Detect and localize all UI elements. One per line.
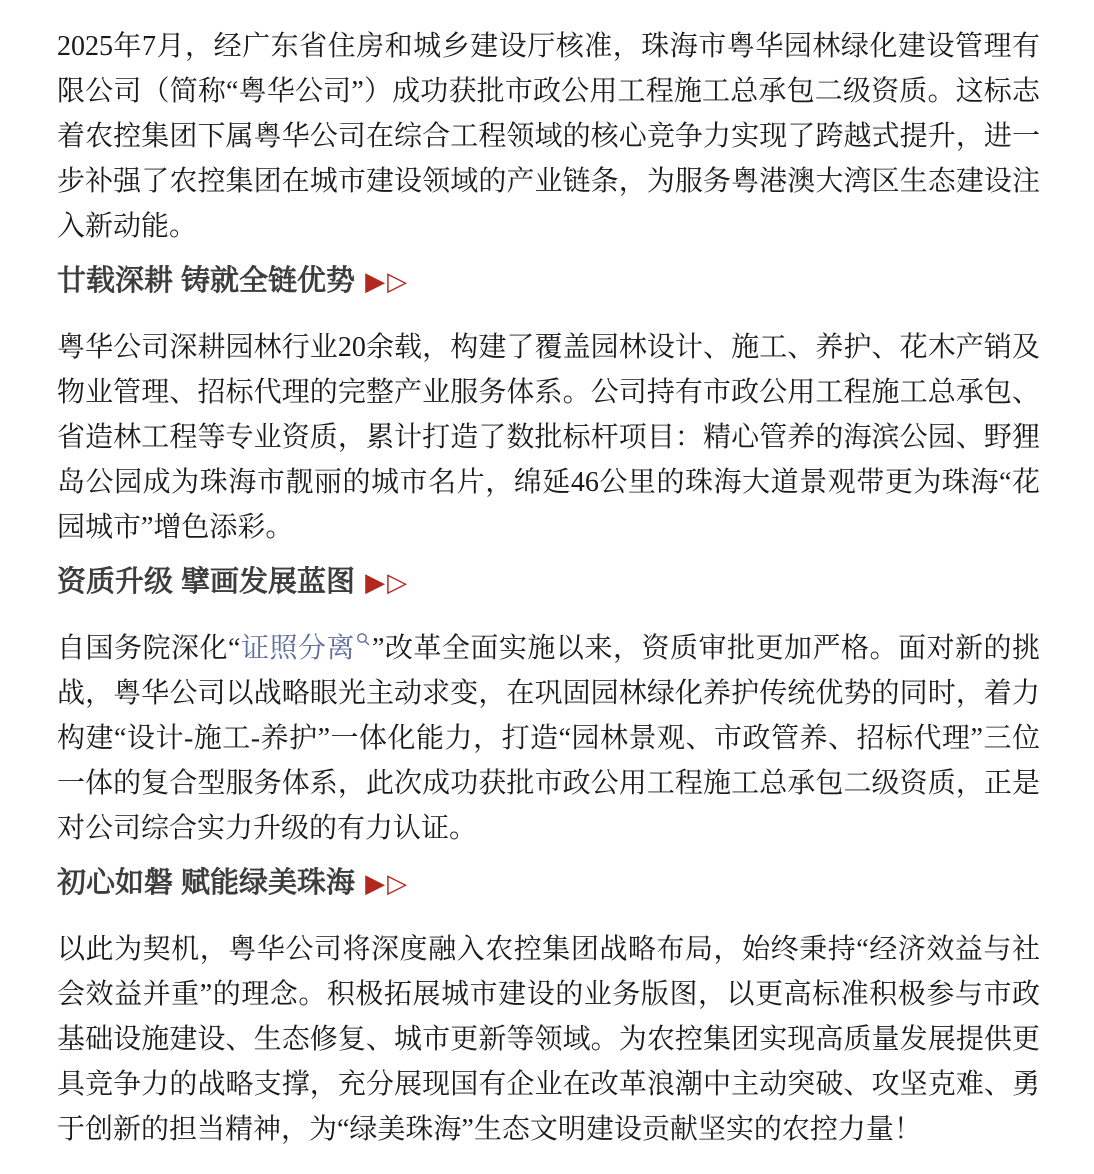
search-icon[interactable] — [356, 632, 371, 647]
section-heading-3 — [57, 867, 1040, 899]
section-heading-1-text: 廿载深耕 铸就全链优势 — [57, 265, 356, 297]
section-2-text-before-link: 自国务院深化“ — [57, 633, 241, 664]
entity-link-text[interactable]: 证照分离 — [240, 633, 355, 664]
arrow-solid-icon: ▶ — [365, 568, 388, 598]
arrow-outline-icon: ▷ — [387, 267, 410, 297]
heading-arrows — [365, 871, 409, 897]
heading-arrows — [365, 269, 409, 295]
heading-arrows — [365, 570, 409, 596]
section-2-paragraph — [57, 626, 1040, 851]
section-heading-1 — [57, 265, 1040, 297]
section-1-paragraph: 粤华公司深耕园林行业20余载，构建了覆盖园林设计、施工、养护、花木产销及物业管理、招标代理的完整产业服务体系。公司持有市政公用工程施工总承包、省造林工程等专业资质，累计打造了数批标杆项目：精心管养的海滨公园、野狸岛公园成为珠海市靓丽的城市名片，绵延46公里的珠海大道景观带更为珠海“花园城市”增色添彩。 — [57, 332, 1040, 543]
section-3-paragraph: 以此为契机，粤华公司将深度融入农控集团战略布局，始终秉持“经济效益与社会效益并重”的理念。积极拓展城市建设的业务版图，以更高标准积极参与市政基础设施建设、生态修复、城市更新等领域。为农控集团实现高质量发展提供更具竞争力的战略支撑，充分展现国有企业在改革浪潮中主动突破、攻坚克难、勇于创新的担当精神，为“绿美珠海”生态文明建设贡献坚实的农控力量！ — [57, 934, 1040, 1145]
article-body — [57, 24, 1040, 1152]
intro-paragraph: 2025年7月，经广东省住房和城乡建设厅核准，珠海市粤华园林绿化建设管理有限公司（简称“粤华公司”）成功获批市政公用工程施工总承包二级资质。这标志着农控集团下属粤华公司在综合工程领域的核心竞争力实现了跨越式提升，进一步补强了农控集团在城市建设领域的产业链条，为服务粤港澳大湾区生态建设注入新动能。 — [57, 31, 1040, 242]
arrow-outline-icon: ▷ — [387, 568, 410, 598]
arrow-outline-icon: ▷ — [387, 869, 410, 899]
section-heading-2 — [57, 566, 1040, 598]
section-2-text-after-link: ”改革全面实施以来，资质审批更加严格。面对新的挑战，粤华公司以战略眼光主动求变，在巩固园林绿化养护传统优势的同时，着力构建“设计-施工-养护”一体化能力，打造“园林景观、市政管养、招标代理”三位一体的复合型服务体系，此次成功获批市政公用工程施工总承包二级资质，正是对公司综合实力升级的有力认证。 — [57, 633, 1040, 844]
arrow-solid-icon: ▶ — [365, 869, 388, 899]
entity-link[interactable] — [240, 633, 372, 664]
section-heading-2-text: 资质升级 擘画发展蓝图 — [57, 566, 356, 598]
section-heading-3-text: 初心如磐 赋能绿美珠海 — [57, 867, 356, 899]
arrow-solid-icon: ▶ — [365, 267, 388, 297]
